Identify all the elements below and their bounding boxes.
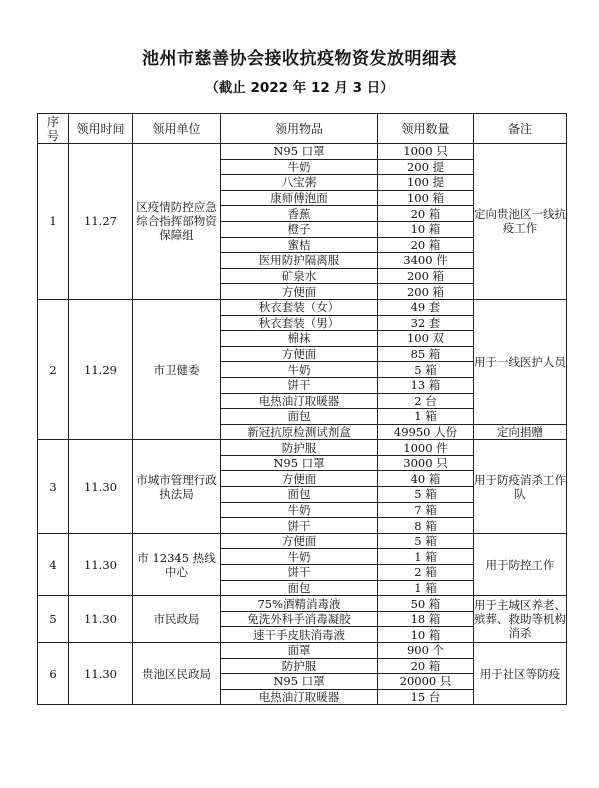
row-number: 3 [38,440,69,534]
row-date: 11.29 [69,299,133,439]
distribution-table [37,113,567,705]
row-note: 用于一线医护人员 [474,299,567,424]
item-qty: 2 台 [378,393,474,409]
item-name: 方便面 [221,284,378,300]
table-header [38,114,567,144]
item-qty: 1 箱 [378,580,474,596]
row-number: 5 [38,596,69,643]
item-qty: 20000 只 [378,674,474,690]
item-name: 面包 [221,487,378,503]
row-date: 11.27 [69,144,133,300]
row-date: 11.30 [69,533,133,595]
item-qty: 200 箱 [378,284,474,300]
item-qty: 7 箱 [378,502,474,518]
item-qty: 20 箱 [378,237,474,253]
item-name: 电热油汀取暖器 [221,393,378,409]
item-qty: 20 箱 [378,206,474,222]
item-name: 方便面 [221,346,378,362]
header-date: 领用时间 [69,114,133,144]
item-qty: 5 箱 [378,487,474,503]
item-name: 医用防护隔离服 [221,253,378,269]
header-item: 领用物品 [221,114,378,144]
item-name: N95 口罩 [221,455,378,471]
row-note: 定向贵池区一线抗疫工作 [474,144,567,300]
row-unit: 市卫健委 [133,299,221,439]
item-qty: 3400 件 [378,253,474,269]
row-note: 用于主城区养老、殡葬、救助等机构消杀 [474,596,567,643]
row-note: 用于防控工作 [474,533,567,595]
row-number: 1 [38,144,69,300]
row-date: 11.30 [69,643,133,705]
row-unit: 市 12345 热线中心 [133,533,221,595]
item-qty: 32 套 [378,315,474,331]
item-qty: 1000 只 [378,144,474,160]
item-name: 防护服 [221,658,378,674]
item-name: 八宝粥 [221,175,378,191]
item-qty: 85 箱 [378,346,474,362]
header-qty: 领用数量 [378,114,474,144]
item-name: 速干手皮肤消毒液 [221,627,378,643]
item-name: 牛奶 [221,362,378,378]
item-name: 新冠抗原检测试剂盒 [221,424,378,440]
row-number: 4 [38,533,69,595]
item-qty: 20 箱 [378,658,474,674]
table-row [38,440,567,456]
item-name: 矿泉水 [221,268,378,284]
item-qty: 5 箱 [378,533,474,549]
item-name: 香蕉 [221,206,378,222]
item-qty: 18 箱 [378,611,474,627]
item-name: 秋衣套装（男） [221,315,378,331]
item-name: N95 口罩 [221,674,378,690]
table-body [38,144,567,705]
table-row [38,299,567,315]
item-name: 75%酒精消毒液 [221,596,378,612]
item-qty: 1 箱 [378,409,474,425]
row-note: 定向捐赠 [474,424,567,440]
header-note: 备注 [474,114,567,144]
row-unit: 市城市管理行政执法局 [133,440,221,534]
item-qty: 10 箱 [378,221,474,237]
row-number: 6 [38,643,69,705]
item-name: 牛奶 [221,549,378,565]
item-name: 面罩 [221,643,378,659]
item-qty: 200 提 [378,159,474,175]
item-name: 饼干 [221,565,378,581]
item-name: 康师傅泡面 [221,190,378,206]
row-unit: 市民政局 [133,596,221,643]
page-title: 池州市慈善协会接收抗疫物资发放明细表 [142,49,457,69]
item-qty: 100 箱 [378,190,474,206]
item-qty: 15 台 [378,689,474,705]
item-qty: 49 套 [378,299,474,315]
row-unit: 区疫情防控应急综合指挥部物资保障组 [133,144,221,300]
item-name: N95 口罩 [221,144,378,160]
row-date: 11.30 [69,440,133,534]
item-name: 方便面 [221,471,378,487]
table-row [38,533,567,549]
item-name: 饼干 [221,377,378,393]
item-qty: 200 箱 [378,268,474,284]
item-name: 牛奶 [221,502,378,518]
item-qty: 900 个 [378,643,474,659]
item-name: 防护服 [221,440,378,456]
item-name: 秋衣套装（女） [221,299,378,315]
item-qty: 5 箱 [378,362,474,378]
header-unit: 领用单位 [133,114,221,144]
row-date: 11.30 [69,596,133,643]
row-note: 用于防疫消杀工作队 [474,440,567,534]
item-qty: 13 箱 [378,377,474,393]
header-no: 序号 [38,114,69,144]
item-name: 面包 [221,409,378,425]
item-name: 橙子 [221,221,378,237]
table-row [38,144,567,160]
item-name: 方便面 [221,533,378,549]
row-number: 2 [38,299,69,439]
item-name: 牛奶 [221,159,378,175]
page-subtitle: （截止 2022 年 12 月 3 日） [205,80,394,96]
item-qty: 3000 只 [378,455,474,471]
item-qty: 100 双 [378,331,474,347]
item-qty: 40 箱 [378,471,474,487]
item-name: 棉袜 [221,331,378,347]
item-qty: 50 箱 [378,596,474,612]
item-name: 面包 [221,580,378,596]
item-qty: 1 箱 [378,549,474,565]
item-qty: 100 提 [378,175,474,191]
item-name: 饼干 [221,518,378,534]
item-qty: 1000 件 [378,440,474,456]
item-name: 电热油汀取暖器 [221,689,378,705]
item-name: 蜜桔 [221,237,378,253]
item-qty: 2 箱 [378,565,474,581]
table-row [38,643,567,659]
table-row [38,596,567,612]
row-unit: 贵池区民政局 [133,643,221,705]
item-name: 免洗外科手消毒凝胶 [221,611,378,627]
item-qty: 8 箱 [378,518,474,534]
row-note: 用于社区等防疫 [474,643,567,705]
item-qty: 49950 人份 [378,424,474,440]
item-qty: 10 箱 [378,627,474,643]
